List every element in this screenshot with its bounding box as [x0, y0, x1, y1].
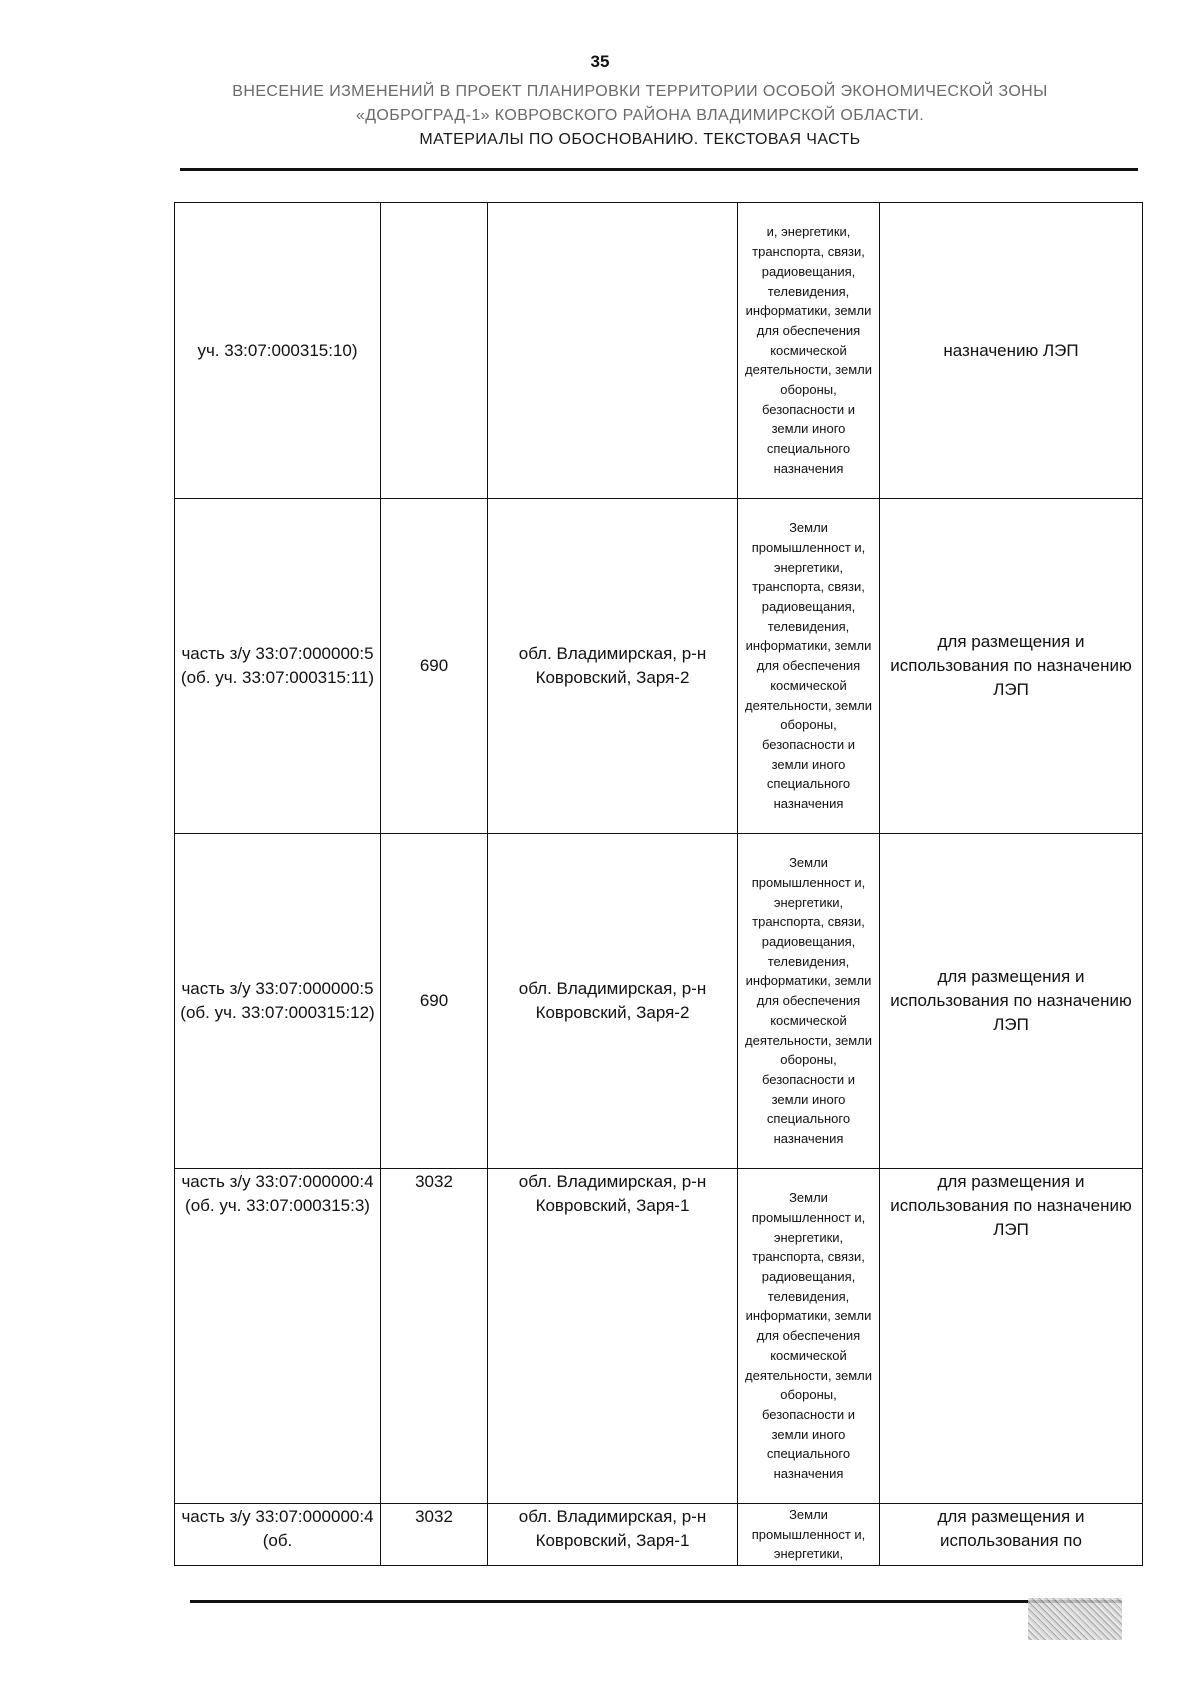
land-category: Земли промышленност и, энергетики, транспорта, связи, радиовещания, телевидения, информатики, земли для обеспечения космической деятельности, земли обороны, безопасности и земли иного специального назначения — [745, 1190, 872, 1482]
plot-id-cell — [175, 834, 381, 1169]
area-value: 690 — [419, 656, 449, 675]
category-cell — [738, 1169, 880, 1504]
page-number: 35 — [590, 52, 610, 71]
address-cell — [488, 1169, 738, 1504]
table-row — [175, 203, 1143, 499]
plot-id: уч. 33:07:000315:10) — [197, 340, 358, 360]
area-cell — [381, 499, 488, 834]
category-cell — [738, 834, 880, 1169]
plot-id-cell — [175, 1504, 381, 1566]
plot-id: часть з/у 33:07:000000:4 (об. уч. 33:07:000315:3) — [181, 1172, 374, 1215]
header-rule — [180, 168, 1138, 171]
plot-id-cell — [175, 203, 381, 499]
permitted-use: для размещения и использования по назначению ЛЭП — [890, 632, 1132, 699]
table-row — [175, 1169, 1143, 1504]
plot-id: часть з/у 33:07:000000:5 (об. уч. 33:07:000315:12) — [180, 979, 375, 1022]
land-category: Земли промышленност и, энергетики, — [751, 1506, 866, 1562]
plot-id: часть з/у 33:07:000000:5 (об. уч. 33:07:000315:11) — [180, 644, 375, 687]
purpose-cell — [880, 203, 1143, 499]
land-category: Земли промышленност и, энергетики, транспорта, связи, радиовещания, телевидения, информатики, земли для обеспечения космической деятельности, земли обороны, безопасности и земли иного специального назначения — [745, 520, 872, 812]
permitted-use: для размещения и использования по — [937, 1507, 1085, 1550]
area-cell — [381, 1504, 488, 1566]
address-cell — [488, 1504, 738, 1566]
area-cell — [381, 834, 488, 1169]
land-plots-table — [174, 202, 1143, 1566]
header-line-3: МАТЕРИАЛЫ ПО ОБОСНОВАНИЮ. ТЕКСТОВАЯ ЧАСТЬ — [419, 131, 861, 148]
permitted-use: для размещения и использования по назначению ЛЭП — [890, 1172, 1132, 1239]
purpose-cell — [880, 1504, 1143, 1566]
header-line-2: «ДОБРОГРАД-1» КОВРОВСКОГО РАЙОНА ВЛАДИМИРСКОЙ ОБЛАСТИ. — [355, 107, 925, 124]
purpose-cell — [880, 499, 1143, 834]
address: обл. Владимирская, р-н Ковровский, Заря-1 — [518, 1507, 707, 1550]
area-cell — [381, 1169, 488, 1504]
footer-rule — [190, 1600, 1122, 1603]
purpose-cell — [880, 1169, 1143, 1504]
address-cell — [488, 834, 738, 1169]
purpose-cell — [880, 834, 1143, 1169]
land-category: Земли промышленност и, энергетики, транспорта, связи, радиовещания, телевидения, информатики, земли для обеспечения космической деятельности, земли обороны, безопасности и земли иного специального назначения — [745, 855, 872, 1147]
plot-id-cell — [175, 1169, 381, 1504]
category-cell — [738, 203, 880, 499]
table-row — [175, 499, 1143, 834]
scan-stamp — [1028, 1598, 1122, 1640]
address: обл. Владимирская, р-н Ковровский, Заря-2 — [518, 979, 707, 1022]
category-cell — [738, 1504, 880, 1566]
plot-id: часть з/у 33:07:000000:4 (об. — [181, 1507, 374, 1550]
table-row — [175, 834, 1143, 1169]
header-line-1: ВНЕСЕНИЕ ИЗМЕНЕНИЙ В ПРОЕКТ ПЛАНИРОВКИ ТЕРРИТОРИИ ОСОБОЙ ЭКОНОМИЧЕСКОЙ ЗОНЫ — [232, 83, 1048, 100]
document-header — [180, 80, 1100, 152]
area-cell — [381, 203, 488, 499]
permitted-use: назначению ЛЭП — [943, 340, 1079, 360]
address: обл. Владимирская, р-н Ковровский, Заря-1 — [518, 1172, 707, 1215]
address-cell — [488, 203, 738, 499]
area-value: 3032 — [415, 1507, 453, 1526]
area-value: 3032 — [415, 1172, 453, 1191]
permitted-use: для размещения и использования по назначению ЛЭП — [890, 967, 1132, 1034]
address: обл. Владимирская, р-н Ковровский, Заря-2 — [518, 644, 707, 687]
plot-id-cell — [175, 499, 381, 834]
category-cell — [738, 499, 880, 834]
table-row — [175, 1504, 1143, 1566]
land-category: и, энергетики, транспорта, связи, радиовещания, телевидения, информатики, земли для обеспечения космической деятельности, земли обороны, безопасности и земли иного специального назначения — [745, 224, 872, 476]
address-cell — [488, 499, 738, 834]
area-value: 690 — [419, 991, 449, 1010]
